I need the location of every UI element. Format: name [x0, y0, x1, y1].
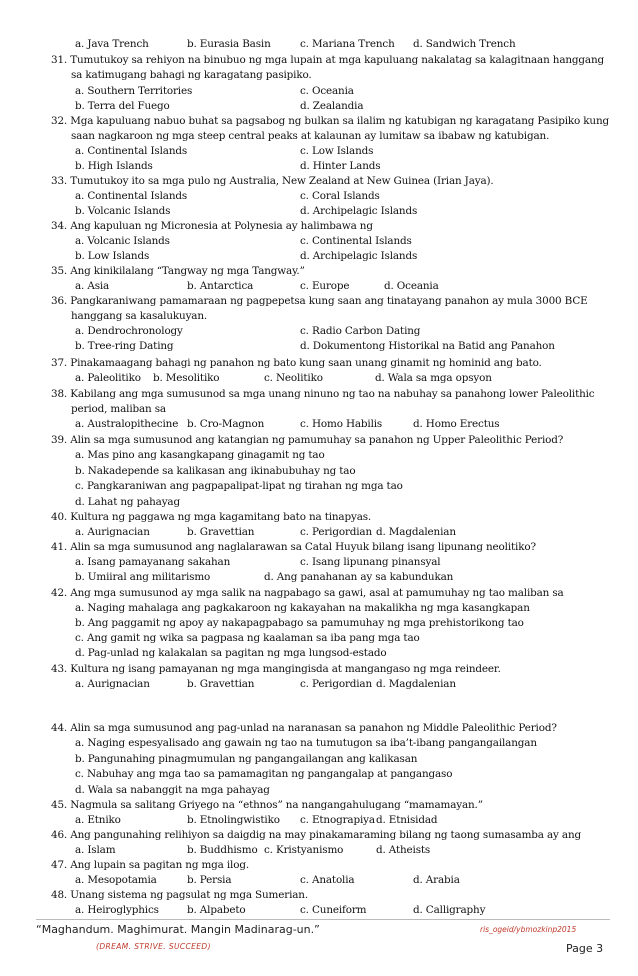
q36-option-a: a. Dendrochronology — [75, 325, 183, 337]
q40-text: 40. Kultura ng paggawa ng mga kagamitang bato na tinapyas. — [51, 511, 372, 523]
q34-option-d: d. Archipelagic Islands — [300, 250, 418, 262]
q35-option-a: a. Asia — [75, 280, 110, 292]
q39-option-b: b. Nakadepende sa kalikasan ang ikinabubuhay ng tao — [75, 465, 356, 477]
footer-slogan: “Maghandum. Maghimurat. Mangin Madinarag-un.” — [36, 923, 320, 936]
q44-option-b: b. Pangunahing pinagmumulan ng pangangailangan ang kalikasan — [75, 753, 418, 765]
q33-option-c: c. Coral Islands — [300, 190, 380, 202]
q32-option-a: a. Continental Islands — [75, 145, 188, 157]
q47-option-b: b. Persia — [187, 874, 232, 886]
q42-option-a: a. Naging mahalaga ang pagkakaroon ng kakayahan na makalikha ng mga kasangkapan — [75, 602, 530, 614]
q45-option-a: a. Etniko — [75, 814, 121, 826]
q41-option-a: a. Isang pamayanang sakahan — [75, 556, 231, 568]
q37-option-a: a. Paleolitiko — [75, 372, 141, 384]
q32-text-cont: saan nagkaroon ng mga steep central peaks at kalaunan ay lumitaw sa ibabaw ng katubigan. — [71, 130, 550, 142]
q33-option-a: a. Continental Islands — [75, 190, 188, 202]
q42-option-d: d. Pag-unlad ng kalakalan sa pagitan ng mga lungsod-estado — [75, 647, 387, 659]
q35-option-b: b. Antarctica — [187, 280, 254, 292]
q31-option-d: d. Zealandia — [300, 100, 364, 112]
q36-text-cont: hanggang sa kasalukuyan. — [71, 310, 208, 322]
q41-text: 41. Alin sa mga sumusunod ang naglalarawan sa Catal Huyuk bilang isang lipunang neolitiko? — [51, 541, 536, 553]
q39-option-c: c. Pangkaraniwan ang pagpapalipat-lipat ng tirahan ng mga tao — [75, 480, 403, 492]
q32-option-c: c. Low Islands — [300, 145, 374, 157]
q43-option-b: b. Gravettian — [187, 678, 255, 690]
q37-text: 37. Pinakamaagang bahagi ng panahon ng bato kung saan unang ginamit ng hominid ang bato. — [51, 357, 542, 369]
footer-divider — [36, 919, 610, 920]
q48-text: 48. Unang sistema ng pagsulat ng mga Sumerian. — [51, 889, 308, 901]
q43-option-a: a. Aurignacian — [75, 678, 150, 690]
q39-text: 39. Alin sa mga sumusunod ang katangian ng pamumuhay sa panahon ng Upper Paleolithic Period? — [51, 434, 564, 446]
q38-text-cont: period, maliban sa — [71, 403, 166, 415]
q36-option-d: d. Dokumentong Historikal na Batid ang Panahon — [300, 340, 555, 352]
page-number: Page 3 — [566, 942, 604, 955]
q44-option-d: d. Wala sa nabanggit na mga pahayag — [75, 784, 270, 796]
q46-option-d: d. Atheists — [376, 844, 431, 856]
q46-option-c: c. Kristyanismo — [264, 844, 344, 856]
q35-option-d: d. Oceania — [384, 280, 439, 292]
footer-motto: (DREAM. STRIVE. SUCCEED) — [96, 942, 211, 951]
q43-text: 43. Kultura ng isang pamayanan ng mga mangingisda at mangangaso ng mga reindeer. — [51, 663, 501, 675]
q39-option-a: a. Mas pino ang kasangkapang ginagamit ng tao — [75, 449, 325, 461]
q38-text: 38. Kabilang ang mga sumusunod sa mga unang ninuno ng tao na nabuhay sa panahong lower Paleolithic — [51, 388, 595, 400]
q40-option-b: b. Gravettian — [187, 526, 255, 538]
q46-option-b: b. Buddhismo — [187, 844, 258, 856]
q44-option-c: c. Nabuhay ang mga tao sa pamamagitan ng pangangalap at pangangaso — [75, 768, 453, 780]
q38-option-b: b. Cro-Magnon — [187, 418, 265, 430]
q40-option-c: c. Perigordian — [300, 526, 373, 538]
q38-option-c: c. Homo Habilis — [300, 418, 383, 430]
footer-author-code: ris_ogeid/ybmozkinp2015 — [480, 925, 577, 934]
q44-text: 44. Alin sa mga sumusunod ang pag-unlad na naranasan sa panahon ng Middle Paleolithic Period? — [51, 722, 557, 734]
q30-option-a: a. Java Trench — [75, 38, 149, 50]
q32-text: 32. Mga kapuluang nabuo buhat sa pagsabog ng bulkan sa ilalim ng katubigan ng karagatang Pasipiko kung — [51, 115, 610, 127]
q48-option-c: c. Cuneiform — [300, 904, 367, 916]
q46-text: 46. Ang pangunahing relihiyon sa daigdig na may pinakamaraming bilang ng taong sumasamba ay ang — [51, 829, 581, 841]
q47-option-c: c. Anatolia — [300, 874, 355, 886]
q33-option-d: d. Archipelagic Islands — [300, 205, 418, 217]
q37-option-c: c. Neolitiko — [264, 372, 323, 384]
q40-option-a: a. Aurignacian — [75, 526, 150, 538]
q31-text-cont: sa katimugang bahagi ng karagatang pasipiko. — [71, 69, 312, 81]
q41-option-c: c. Isang lipunang pinansyal — [300, 556, 441, 568]
q30-option-d: d. Sandwich Trench — [413, 38, 516, 50]
q48-option-a: a. Heiroglyphics — [75, 904, 159, 916]
q31-option-c: c. Oceania — [300, 85, 354, 97]
q31-option-a: a. Southern Territories — [75, 85, 193, 97]
q47-option-d: d. Arabia — [413, 874, 460, 886]
q45-text: 45. Nagmula sa salitang Griyego na “ethnos” na nangangahulugang “mamamayan.” — [51, 799, 483, 811]
q44-option-a: a. Naging espesyalisado ang gawain ng tao na tumutugon sa iba’t-ibang pangangailangan — [75, 737, 537, 749]
q41-option-b: b. Umiiral ang militarismo — [75, 571, 211, 583]
q38-option-d: d. Homo Erectus — [413, 418, 500, 430]
q36-text: 36. Pangkaraniwang pamamaraan ng pagpepetsa kung saan ang tinatayang panahon ay mula 3000 BCE — [51, 295, 588, 307]
q42-text: 42. Ang mga sumusunod ay mga salik na nagpabago sa gawi, asal at pamumuhay ng tao maliban sa — [51, 587, 564, 599]
q32-option-b: b. High Islands — [75, 160, 153, 172]
q41-option-d: d. Ang panahanan ay sa kabundukan — [264, 571, 454, 583]
q43-option-d: d. Magdalenian — [376, 678, 456, 690]
q34-option-a: a. Volcanic Islands — [75, 235, 170, 247]
q42-option-b: b. Ang paggamit ng apoy ay nakapagpabago sa pamumuhay ng mga prehistorikong tao — [75, 617, 524, 629]
q43-option-c: c. Perigordian — [300, 678, 373, 690]
q47-text: 47. Ang lupain sa pagitan ng mga ilog. — [51, 859, 249, 871]
q36-option-c: c. Radio Carbon Dating — [300, 325, 421, 337]
q31-option-b: b. Terra del Fuego — [75, 100, 170, 112]
q34-option-c: c. Continental Islands — [300, 235, 412, 247]
q30-option-c: c. Mariana Trench — [300, 38, 395, 50]
q34-option-b: b. Low Islands — [75, 250, 150, 262]
q35-text: 35. Ang kinikilalang “Tangway ng mga Tangway.” — [51, 265, 305, 277]
q35-option-c: c. Europe — [300, 280, 350, 292]
q34-text: 34. Ang kapuluan ng Micronesia at Polynesia ay halimbawa ng — [51, 220, 373, 232]
q40-option-d: d. Magdalenian — [376, 526, 456, 538]
q36-option-b: b. Tree-ring Dating — [75, 340, 174, 352]
q42-option-c: c. Ang gamit ng wika sa pagpasa ng kaalaman sa iba pang mga tao — [75, 632, 420, 644]
q45-option-c: c. Etnograpiya — [300, 814, 375, 826]
q48-option-d: d. Calligraphy — [413, 904, 486, 916]
q45-option-b: b. Etnolingwistiko — [187, 814, 280, 826]
q33-text: 33. Tumutukoy ito sa mga pulo ng Australia, New Zealand at New Guinea (Irian Jaya). — [51, 175, 494, 187]
q31-text: 31. Tumutukoy sa rehiyon na binubuo ng mga lupain at mga kapuluang nakalatag sa kalagitnaan hanggang — [51, 54, 605, 66]
q48-option-b: b. Alpabeto — [187, 904, 246, 916]
q37-option-b: b. Mesolitiko — [153, 372, 220, 384]
q37-option-d: d. Wala sa mga opsyon — [375, 372, 492, 384]
q30-option-b: b. Eurasia Basin — [187, 38, 271, 50]
q39-option-d: d. Lahat ng pahayag — [75, 496, 180, 508]
q33-option-b: b. Volcanic Islands — [75, 205, 171, 217]
q32-option-d: d. Hinter Lands — [300, 160, 381, 172]
q38-option-a: a. Australopithecine — [75, 418, 179, 430]
q45-option-d: d. Etnisidad — [376, 814, 438, 826]
q46-option-a: a. Islam — [75, 844, 116, 856]
q47-option-a: a. Mesopotamia — [75, 874, 157, 886]
